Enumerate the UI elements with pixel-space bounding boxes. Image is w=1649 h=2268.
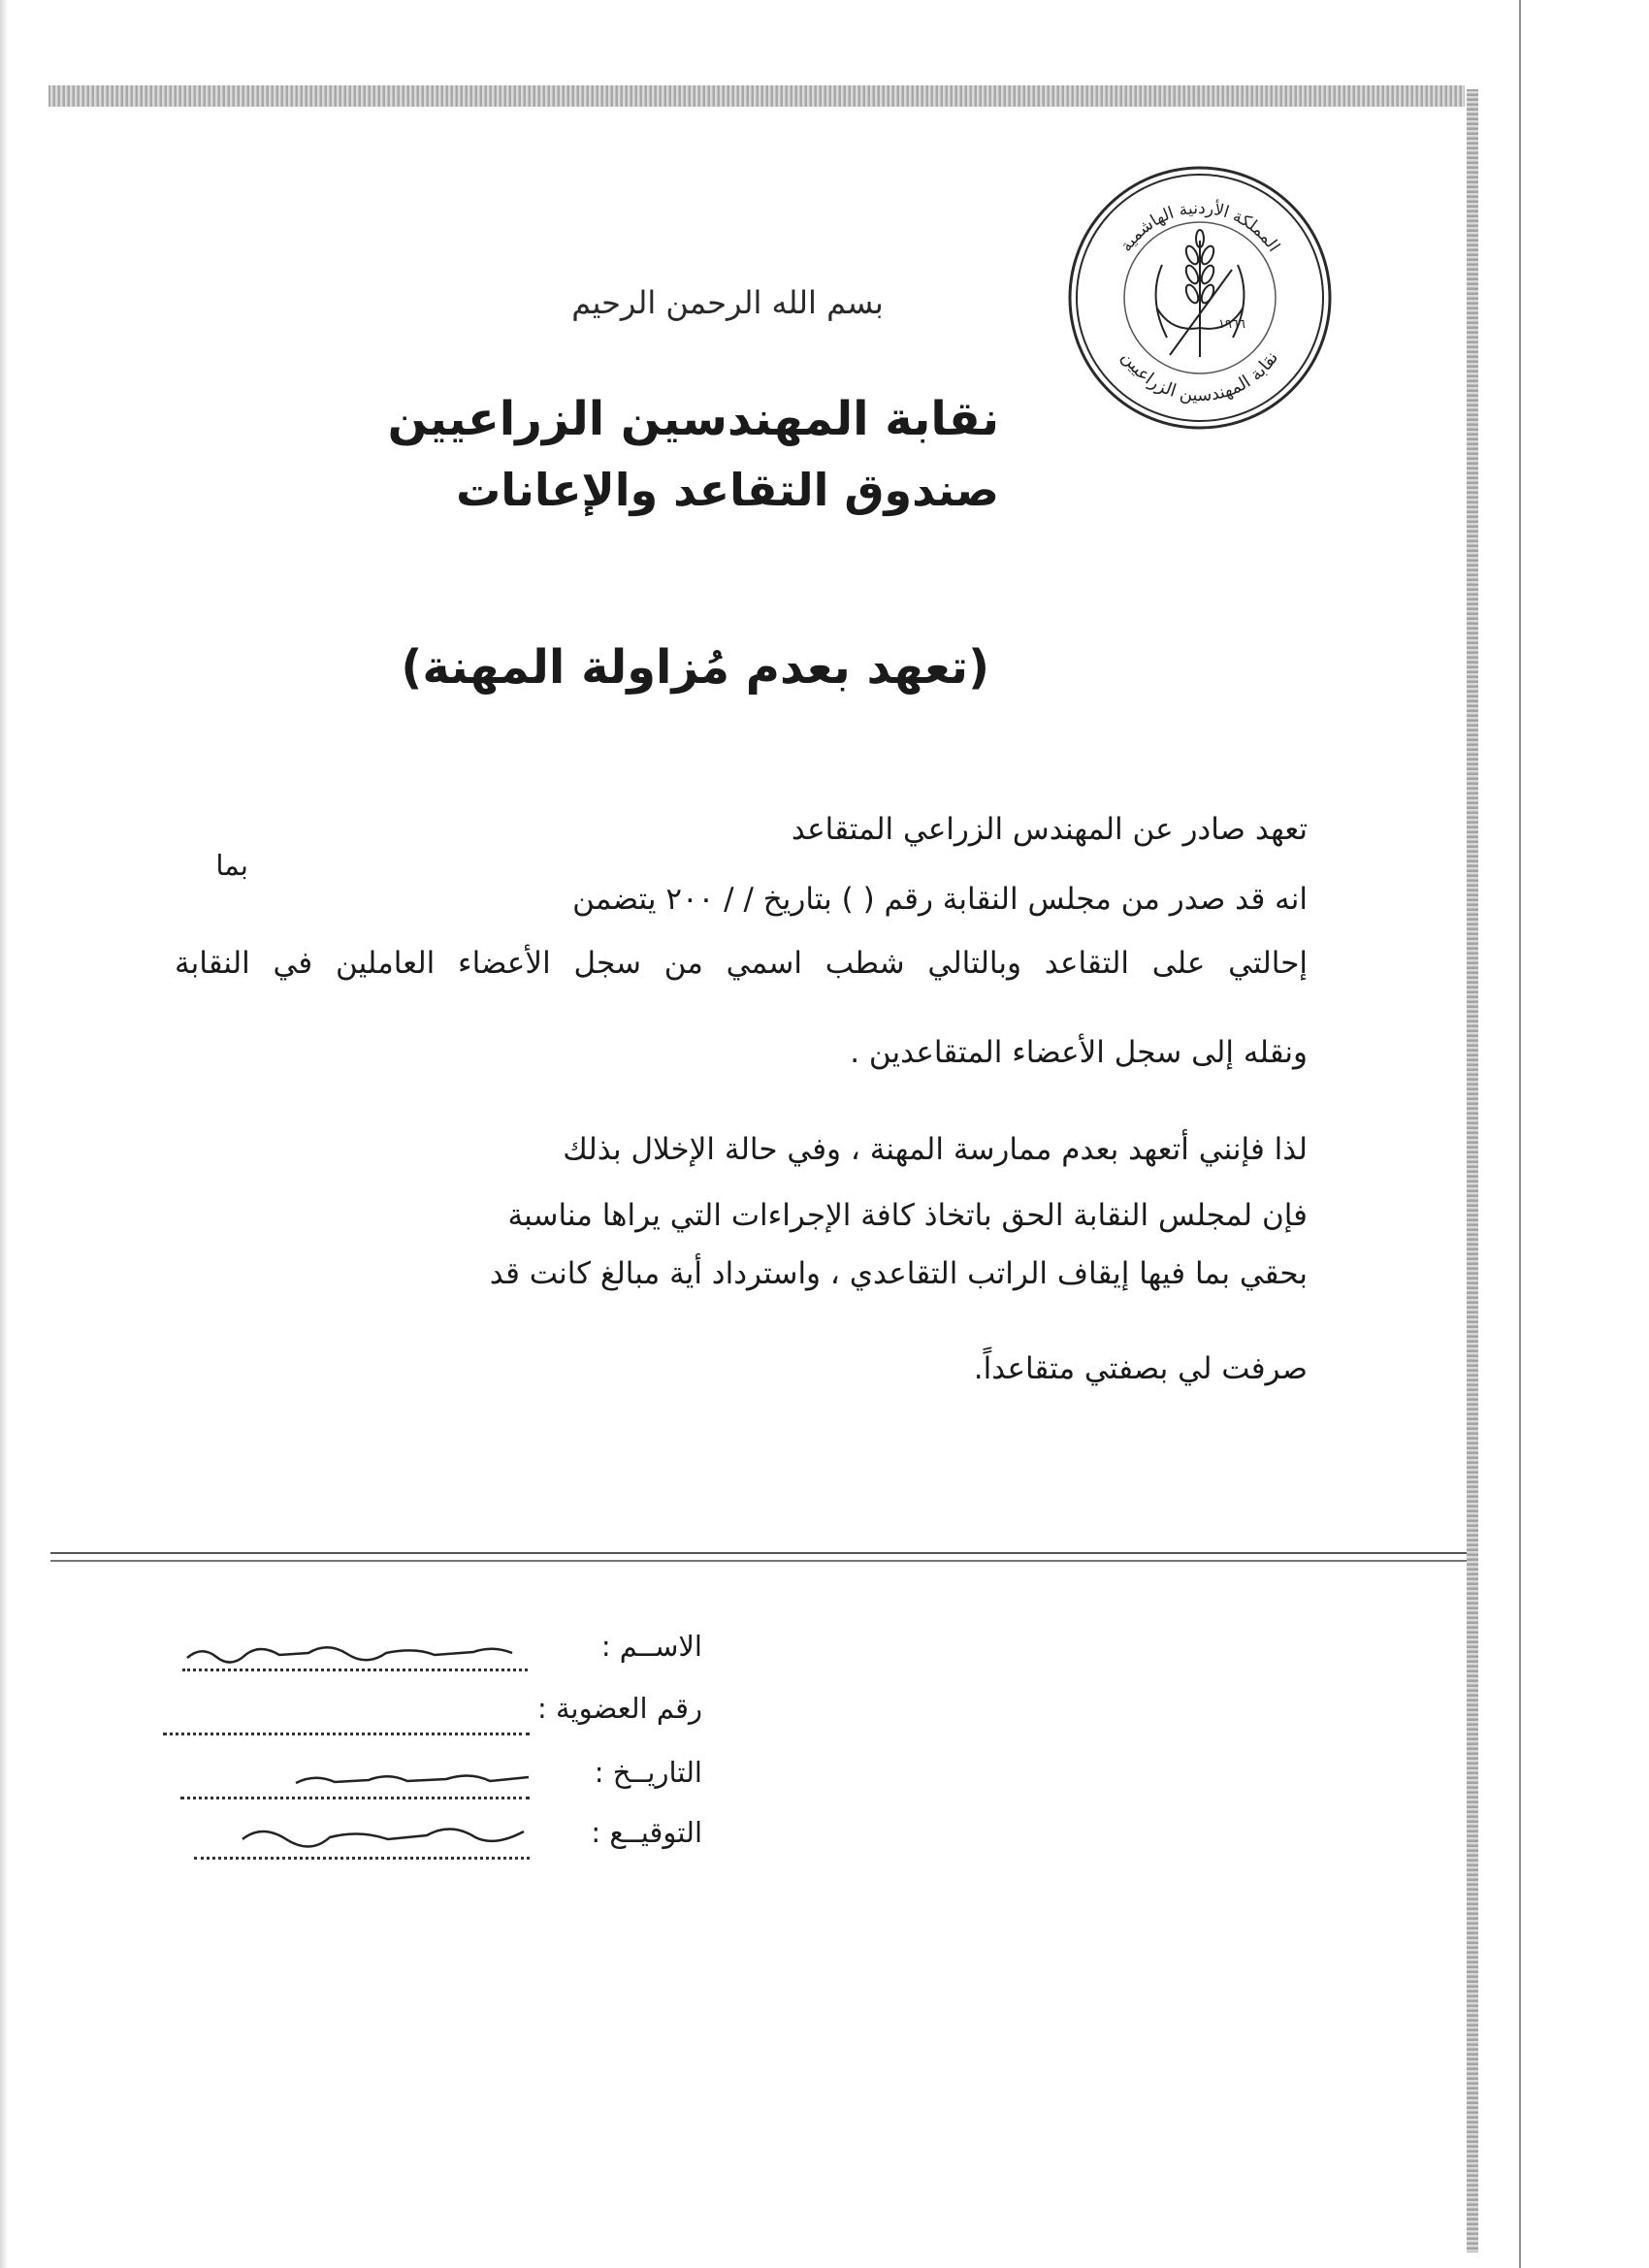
name-handwriting xyxy=(182,1634,532,1672)
membership-number-label: رقم العضوية : xyxy=(536,1692,702,1725)
pledge-line-8: صرفت لي بصفتي متقاعداً. xyxy=(973,1351,1308,1386)
seal-graphic xyxy=(1065,163,1335,433)
date-label: التاريــخ : xyxy=(594,1756,702,1789)
pledge-line-6: فإن لمجلس النقابة الحق باتخاذ كافة الإجراءات التي يراها مناسبة xyxy=(507,1198,1308,1233)
seal-year: ١٩٦٦ xyxy=(1218,317,1245,332)
pledge-line-1: تعهد صادر عن المهندس الزراعي المتقاعد xyxy=(791,812,1308,847)
signature-handwriting xyxy=(233,1810,534,1859)
pledge-line-2: انه قد صدر من مجلس النقابة رقم ( ) بتاريخ / / ٢٠٠ يتضمن xyxy=(572,882,1308,917)
pledge-line-7: بحقي بما فيها إيقاف الراتب التقاعدي ، واسترداد أية مبالغ كانت قد xyxy=(489,1256,1308,1291)
signature-label: التوقيــع : xyxy=(591,1816,702,1849)
seal-top-text: المملكة الأردنية الهاشمية xyxy=(1116,198,1284,256)
basmala: بسم الله الرحمن الرحيم xyxy=(571,284,884,321)
wheat-icon xyxy=(1156,230,1245,357)
name-label: الاســم : xyxy=(600,1630,702,1663)
pledge-word-bima: بما xyxy=(215,849,248,882)
organization-name: نقابة المهندسين الزراعيين xyxy=(387,392,999,446)
scan-left-shadow xyxy=(0,0,8,2268)
scan-right-border xyxy=(1467,89,1478,2252)
section-divider xyxy=(50,1552,1467,1562)
syndicate-seal xyxy=(1065,163,1335,433)
fund-name: صندوق التقاعد والإعانات xyxy=(456,464,999,516)
scan-top-border xyxy=(48,85,1465,107)
pledge-line-4: ونقله إلى سجل الأعضاء المتقاعدين . xyxy=(850,1035,1308,1070)
date-handwriting xyxy=(291,1758,534,1797)
membership-number-field[interactable] xyxy=(163,1723,530,1735)
document-title: (تعهد بعدم مُزاولة المهنة) xyxy=(401,640,989,695)
pledge-line-5: لذا فإنني أتعهد بعدم ممارسة المهنة ، وفي حالة الإخلال بذلك xyxy=(563,1132,1308,1167)
seal-bottom-text: نقابة المهندسين الزراعيين xyxy=(1116,347,1283,406)
pledge-line-3: إحالتي على التقاعد وبالتالي شطب اسمي من سجل الأعضاء العاملين في النقابة xyxy=(175,946,1308,981)
scan-edge-line xyxy=(1519,0,1521,2268)
